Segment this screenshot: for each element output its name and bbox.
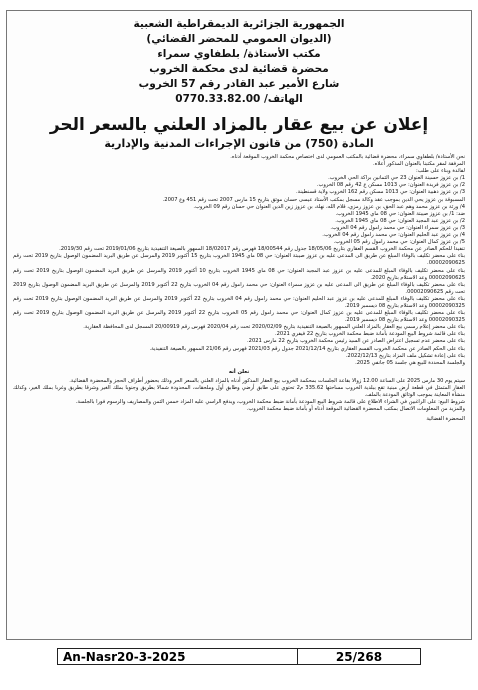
paragraph: بناء على محضر تكليف بالوفاء المبلغ عن طريق الى المدعى عليه بن عزوز صيبتة العنوان: حي 08 ماي 1945 الخروب بتاريخ 15 أكتوبر 2019 والمرسل عن طريق البريد المضمون الوصول بتاريخ 2019 تحت رقم 00002090625. (13, 253, 466, 267)
paragraph: وللمزيد من المعلومات الاتصال بمكتب المحضرة القضائية الموقعة أدناه أو بأمانة ضبط محكمة الخروب. (246, 406, 465, 413)
paragraph: المسبوقة بن عزوز يحي الدين بموجب عقد وكالة مسجل بمكتب الأستاذ عيسى حسان موثق بتاريخ 15 مارس 2007 تحت رقم 451 وع 2007. (162, 196, 465, 203)
header-line: شارع الأمير عبد القادر رقم 57 الخروب (138, 78, 340, 90)
office-header (7, 11, 471, 107)
section-heading: نعلن أنه (228, 368, 250, 375)
header-line: الهاتف/ 0770.33.82.00 (175, 93, 303, 105)
paragraph: 4/ بن عزوز عبد الحليم العنوان: حي محمد رامول رقم 04 الخروب. (322, 232, 465, 239)
header-line: مكتب الأستاذة/ بلطفاوي سمراء (157, 48, 321, 60)
paragraph: بناء على محضر تكليف بالوفاء المبلغ للمدعى عليه بن عزوز كمال العنوان: حي محمد رامول رقم 05 الخروب بتاريخ 22 أكتوبر 2019 والمرسل عن طريق البريد المضمون الوصول بتاريخ 2019 تحت رقم 00002090325 وعد الاستلام بتاريخ 08 ديسمبر 2019. (13, 310, 466, 324)
header-line: (الديوان العمومي للمحضر القضائي) (146, 33, 332, 45)
paragraph: بناء على قائمة شروط البيع المودعة بأمانة ضبط محكمة الخروب بتاريخ 22 فيفري 2021. (274, 331, 465, 338)
paragraph: 5/ بن عزوز كمال العنوان: حي محمد رامول رقم 05 الخروب. (333, 239, 465, 246)
paragraph: بناء على إعادة تشكيل ملف المزاد بتاريخ 2022/12/13. (345, 352, 465, 359)
paragraph: 1/ بن عزوز حسينة العنوان 23 حي الثمانين براكة الحي الخروب. (328, 175, 465, 182)
paragraph: لفائدة وبناء على طلب: (416, 168, 465, 175)
publication-footer (57, 648, 421, 665)
notice-title: إعلان عن بيع عقار بالمزاد العلني بالسعر الحر (49, 115, 429, 135)
paragraph: ضد: 1/ بن عزوز صيبتة العنوان: حي 08 ماي 1945 الخروب. (335, 210, 465, 217)
paragraph: 3/ بن عزوز سمراء العنوان: حي محمد رامول رقم 04 الخروب. (330, 224, 465, 231)
paragraph: تنفيذا للحكم الصادر عن محكمة الخروب القسم العقاري بتاريخ 18/05/06 جدول رقم 18/00544 فهرس رقم 18/02017 الممهور بالصيغة التنفيذية بتاريخ 2019/01/06 تحت رقم 2019/30. (59, 246, 465, 253)
paragraph: شروط البيع: على الراغبين في الشراء الاطلاع على قائمة شروط البيع المودعة بأمانة ضبط محكمة الخروب، ويدفع الراسي عليه المزاد خمس الثمن والمصاريف والرسوم فورا بالجلسة. (75, 399, 465, 406)
paragraph: بناء على محضر تكليف بالوفاء المبلغ للمدعى عليه بن عزوز عبد الحليم العنوان: حي محمد رامول رقم 04 الخروب بتاريخ 22 أكتوبر 2019 والمرسل عن طريق البريد المضمون الوصول بتاريخ 2019 تحت رقم 00002090325 وعد الاستلام بتاريخ 08 ديسمبر 2019. (13, 295, 465, 309)
paragraph: 3/ بن عزوز ذهبية العنوان: حي 1013 مسكن رقم 162 الخروب ولاية قسنطينة. (295, 189, 465, 196)
paragraph: 2/ بن عزوز عبد المجيد العنوان: حي 08 ماي 1945 الخروب. (335, 217, 465, 224)
page-number: 25/268 (335, 649, 383, 664)
header-line: محضرة قضائية لدى محكمة الخروب (149, 63, 329, 75)
paragraph: المرفقة لمقر مكتبنا بالعنوان المذكور أعلاه. (373, 161, 465, 168)
publication-label: An-Nasr20-3-2025 (58, 649, 298, 664)
paragraph: 4/ ورثة بن عزوز محمد وهم عبد الحق، بن عزوز رمزي، قلام الله، نهلة، بن عزوز زين الدين العنوان حي حسان رقم 09 الخروب. (193, 203, 465, 210)
notice-subtitle: المادة (750) من قانون الإجراءات المدنية والإدارية (104, 137, 374, 150)
paragraph: بناء على الحكم الصادر عن محكمة الخروب القسم العقاري بتاريخ 2021/12/14 جدول رقم 2021/03 فهرس رقم 21/06 الممهور بالصيغة التنفيذية. (149, 345, 465, 352)
paragraph: 2/ بن عزوز فريدة العنوان: حي 1013 مسكن ع 42 رقم 08 الخروب. (316, 182, 465, 189)
paragraph: نحن الأستاذة/ بلطفاوي سمراء، محضرة قضائية بالمكتب العمومي لدى اختصاص محكمة الخروب الموقعة أدناه. (230, 154, 465, 160)
legal-notice-page (6, 10, 472, 640)
sale-paragraphs (13, 378, 465, 413)
paragraph: بناء على محضر تكليف بالوفاء المبلغ عن طريق الى المدعى عليه بن عزوز سمراء العنوان: حي محمد رامول رقم 04 الخروب بتاريخ 22 أكتوبر 2019 والمرسل عن طريق البريد المضمون الوصول بتاريخ 2019 تحت رقم 00002090625. (13, 281, 465, 295)
paragraph: بناء على محضر عدم تسجيل اعتراض الصادر عن السيد رئيس محكمة الخروب بتاريخ 22 مارس 2021. (247, 338, 465, 345)
paragraph: بناء على محضر إعلام رسمي بيع العقار بالمزاد العلني الممهور بالصيغة التنفيذية بتاريخ 2020/02/09 تحت رقم 2020/04 فهرس رقم 20/00919 المسجل لدى المحافظة العقارية. (83, 324, 465, 331)
signature: المحضرة القضائية (426, 416, 465, 423)
notice-body (7, 154, 471, 423)
header-line: الجمهورية الجزائرية الديمقراطية الشعبية (133, 18, 345, 30)
paragraph: العقار المتمثل في قطعة أرض مبنية تقع ببلدية الخروب مساحتها 335.62 م2 تحتوي على طابق أرضي وطابق أول وملحقات، المحدودة شمالا بطريق وجنوبا بملك الغير وشرقا بطريق وغربا بملك الغير، وكذلك منشأة المعاينة بموجب الوثائق المودعة بالملف. (13, 385, 465, 399)
notice-paragraphs (13, 154, 465, 367)
paragraph: والجلسة المحددة للبيع هي جلسة 05 جانفي 2025. (355, 359, 465, 366)
paragraph: سيتم يوم 30 مارس 2025 على الساعة 12.00 زوالا بقاعة الجلسات بمحكمة الخروب بيع العقار المذكور أدناه بالمزاد العلني بالسعر الحر وذلك بحضور أطراف الحجز والمحضرة القضائية. (69, 377, 465, 384)
paragraph: بناء على محضر تكليف بالوفاء المبلغ للمدعى عليه بن عزوز عبد المجيد العنوان: حي 08 ماي 1945 الخروب بتاريخ 10 أكتوبر 2019 والمرسل عن طريق البريد المضمون الوصول بتاريخ 2019 تحت رقم 00002090625 وعد الاستلام بتاريخ 2020. (13, 267, 465, 281)
